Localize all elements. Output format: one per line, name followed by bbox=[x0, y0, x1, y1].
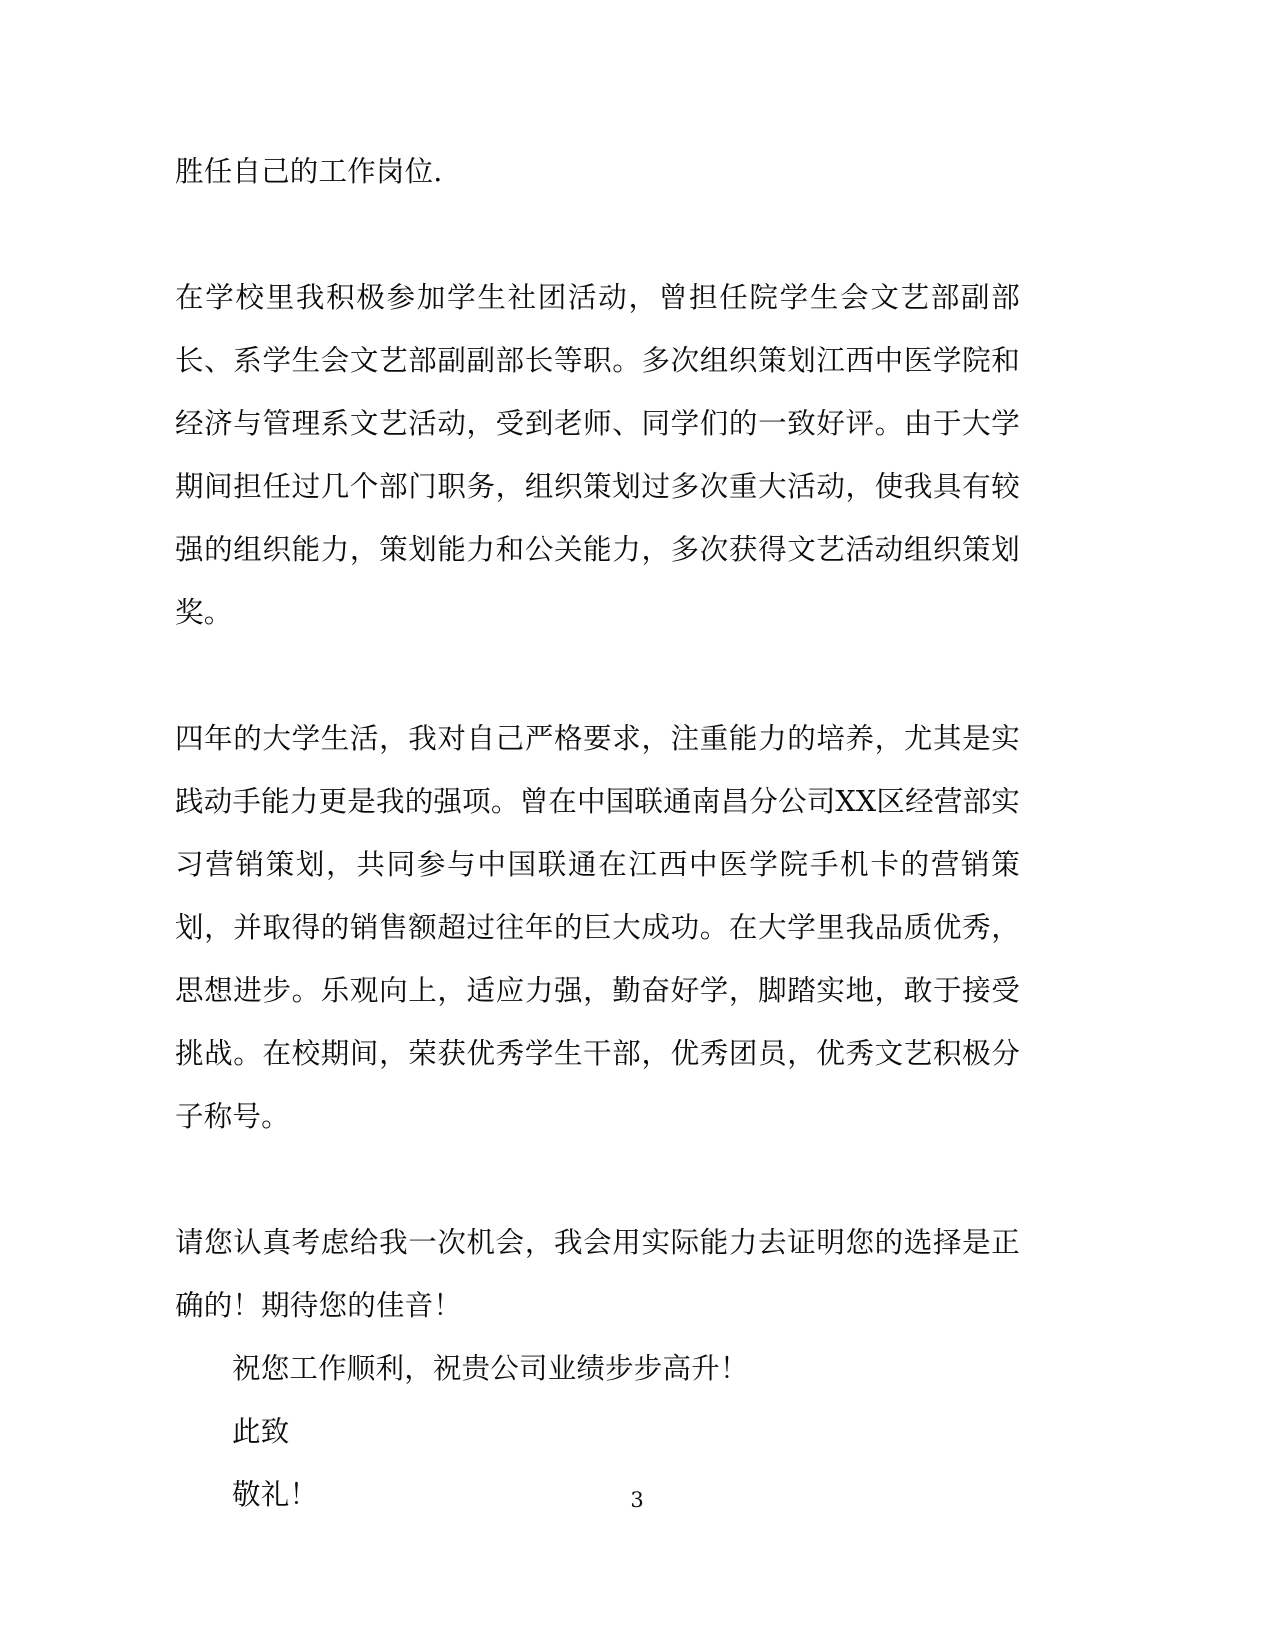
paragraph-3: 四年的大学生活，我对自己严格要求，注重能力的培养，尤其是实践动手能力更是我的强项。曾在中国联通南昌分公司XX区经营部实习营销策划，共同参与中国联通在江西中医学院手机卡的营销策划，并取得的销售额超过往年的巨大成功。在大学里我品质优秀，思想进步。乐观向上，适应力强，勤奋好学，脚踏实地，敢于接受挑战。在校期间，荣获优秀学生干部，优秀团员，优秀文艺积极分子称号。 bbox=[175, 722, 1020, 1133]
closing-cizhi: 此致 bbox=[232, 1415, 290, 1448]
document-body bbox=[175, 140, 1020, 1526]
paragraph-1: 胜任自己的工作岗位. bbox=[175, 155, 443, 188]
paragraph-2: 在学校里我积极参加学生社团活动，曾担任院学生会文艺部副部长、系学生会文艺部副副部长等职。多次组织策划江西中医学院和经济与管理系文艺活动，受到老师、同学们的一致好评。由于大学期间担任过几个部门职务，组织策划过多次重大活动，使我具有较强的组织能力，策划能力和公关能力，多次获得文艺活动组织策划奖。 bbox=[175, 281, 1020, 629]
paragraph-spacer bbox=[175, 644, 1020, 707]
page-number: 3 bbox=[630, 1488, 644, 1512]
closing-jingli: 敬礼！ bbox=[232, 1478, 319, 1511]
paragraph-spacer bbox=[175, 1148, 1020, 1211]
paragraph-4: 请您认真考虑给我一次机会，我会用实际能力去证明您的选择是正确的！期待您的佳音！ bbox=[175, 1226, 1020, 1322]
closing-wish: 祝您工作顺利，祝贵公司业绩步步高升！ bbox=[232, 1352, 749, 1385]
paragraph-spacer bbox=[175, 203, 1020, 266]
